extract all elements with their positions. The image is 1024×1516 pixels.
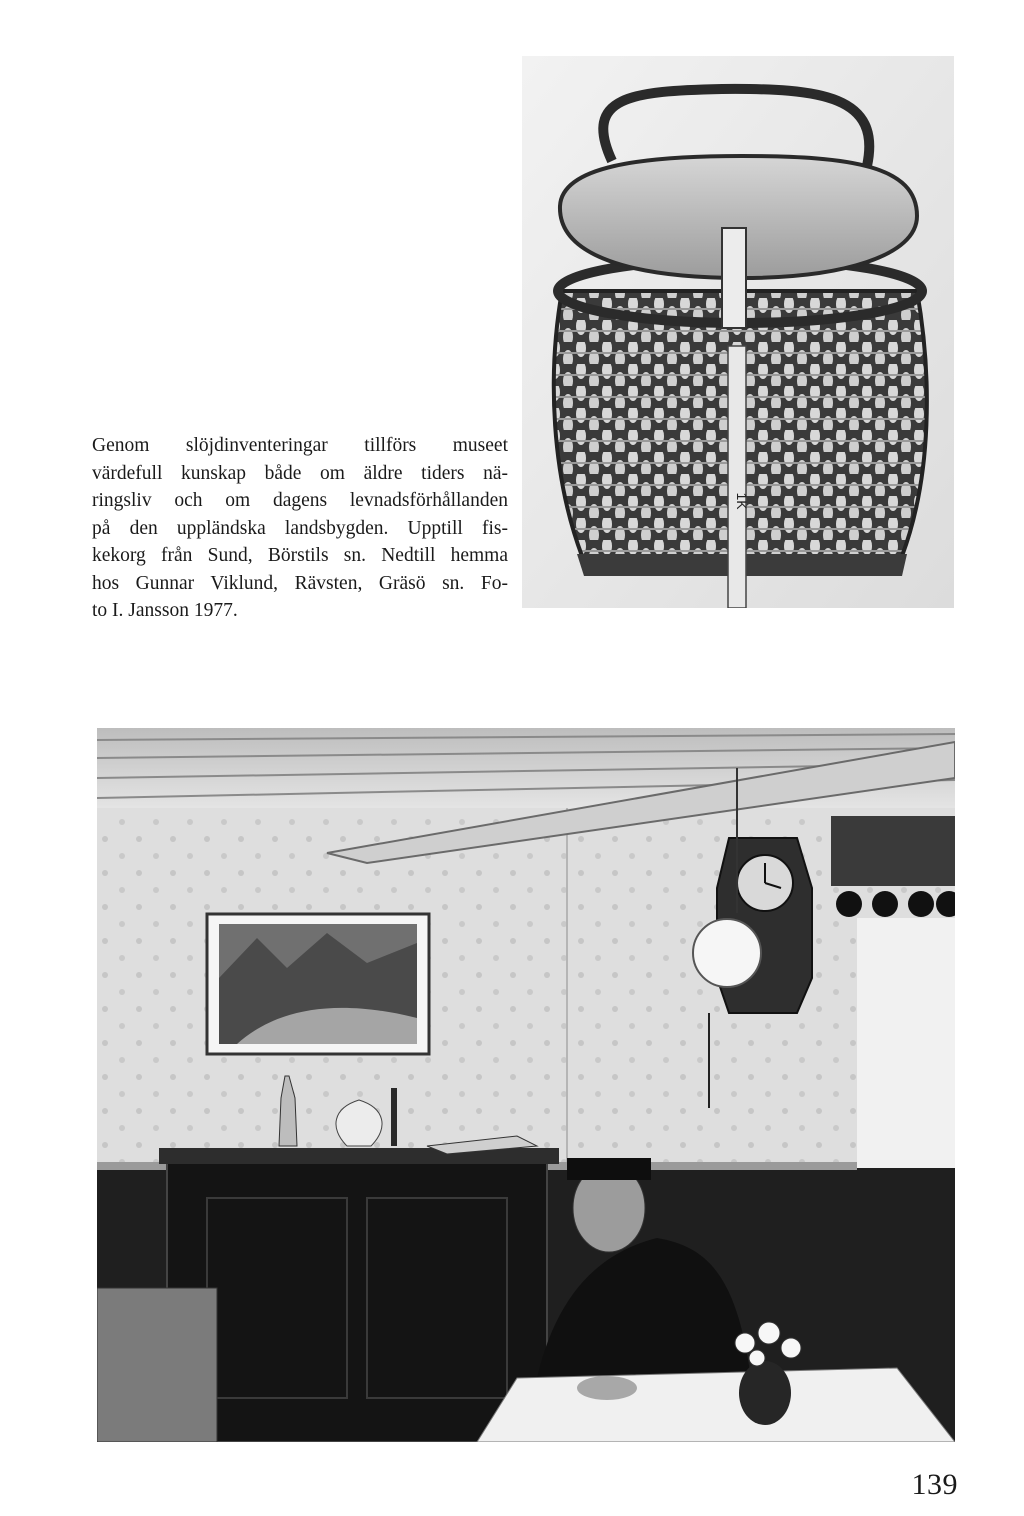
sideboard-top [159,1148,559,1164]
flower-vase [739,1361,791,1425]
page-number: 139 [911,1468,958,1501]
candle-holder [391,1088,397,1146]
sideboard [167,1158,547,1442]
interior-illustration [97,728,955,1442]
chair [97,1288,217,1442]
basket-tag-label: 1K [734,492,750,510]
caption-line: Genom slöjdinventeringar tillförs museet [92,435,508,456]
caption-line: värdefull kunskap både om äldre tiders nä- [92,462,508,484]
latch-strap [722,228,746,328]
caption-line: hos Gunnar Viklund, Rävsten, Gräsö sn. Fo- [92,572,508,594]
caption-line: kekorg från Sund, Börstils sn. Nedtill hemma [92,545,508,566]
caption-line: to I. Jansson 1977. [92,600,238,621]
interior-photo [97,728,955,1442]
curtain [831,816,955,886]
caption-line: ringsliv och om dagens levnadsförhållanden [92,490,508,511]
photo-caption [92,432,508,625]
table [477,1368,955,1442]
caption-line: på den uppländska landsbygden. Upptill fis- [92,517,508,539]
man-hat [567,1158,651,1180]
fish-basket-photo [522,56,954,608]
fish-basket-illustration [522,56,954,608]
peg-stick [728,346,746,608]
man-hand [577,1376,637,1400]
hanging-lamp [693,919,761,987]
